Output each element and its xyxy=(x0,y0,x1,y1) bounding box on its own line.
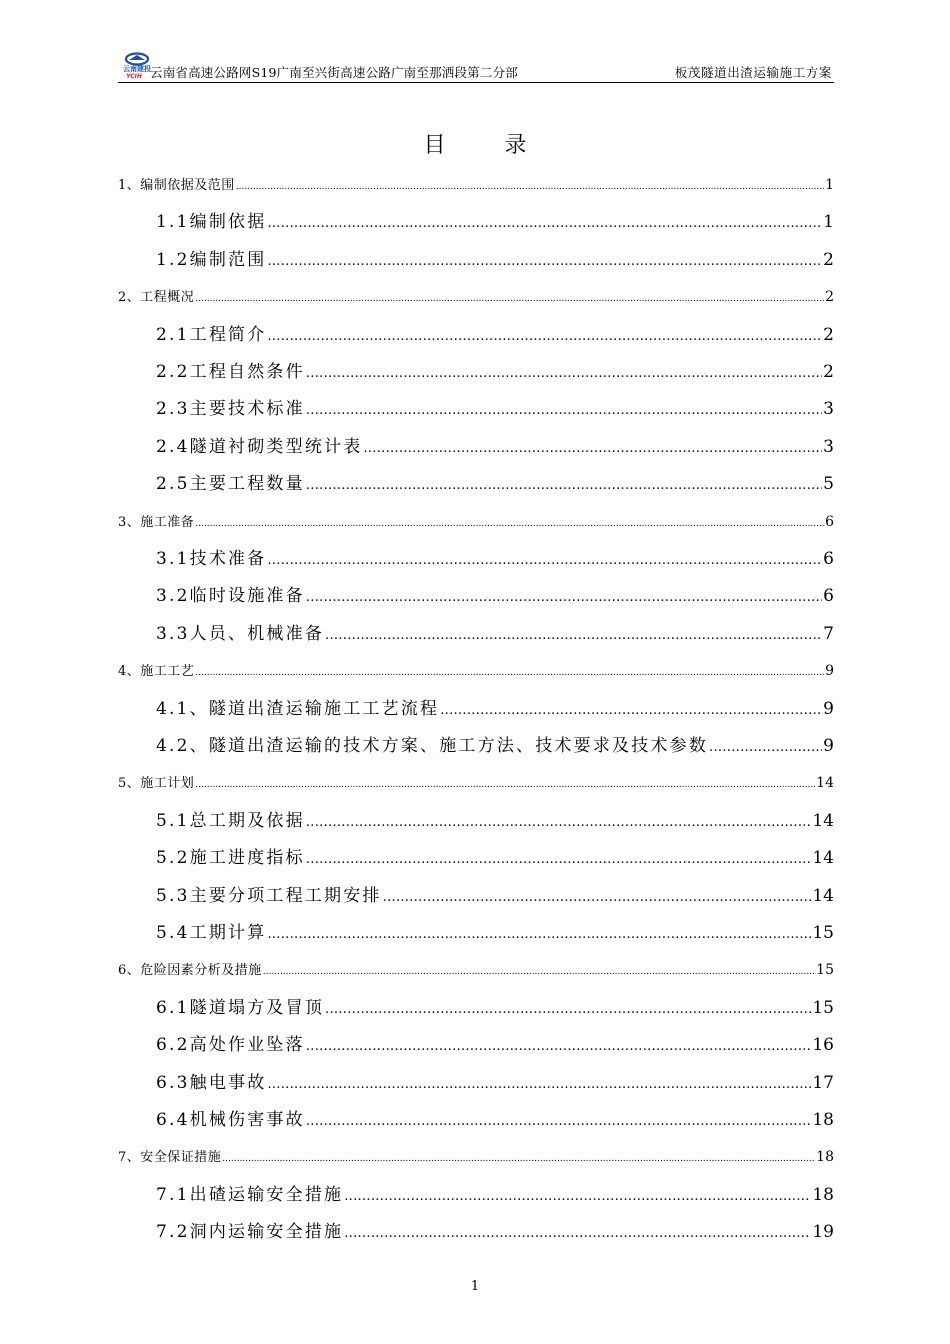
toc-entry-page: 6 xyxy=(823,549,834,569)
toc-entry[interactable] xyxy=(118,619,834,644)
toc-entry-page: 3 xyxy=(823,436,834,457)
header-project-title: 云南省高速公路网S19广南至兴街高速公路广南至那洒段第二分部 xyxy=(150,65,518,80)
toc-dot-leader xyxy=(363,441,822,456)
toc-dot-leader xyxy=(325,628,822,643)
toc-entry-label: 6.3触电事故 xyxy=(156,1072,267,1093)
toc-entry[interactable] xyxy=(118,174,834,193)
toc-entry[interactable] xyxy=(118,432,834,457)
toc-entry-page: 5 xyxy=(823,474,834,495)
toc-entry[interactable] xyxy=(118,1105,834,1130)
toc-dot-leader xyxy=(267,254,822,269)
toc-entry-label: 2.1工程简介 xyxy=(156,324,267,345)
toc-dot-leader xyxy=(195,780,815,790)
toc-entry[interactable] xyxy=(118,694,834,719)
toc-dot-leader xyxy=(306,366,822,381)
toc-dot-leader xyxy=(267,553,822,568)
toc-entry[interactable] xyxy=(118,581,834,606)
toc-entry-page: 2 xyxy=(823,324,834,345)
header-document-title: 板茂隧道出渣运输施工方案 xyxy=(674,65,832,80)
toc-dot-leader xyxy=(306,1039,812,1054)
page-header xyxy=(118,52,834,83)
toc-dot-leader xyxy=(195,519,824,529)
toc-entry-label: 7、安全保证措施 xyxy=(118,1150,222,1166)
toc-entry[interactable] xyxy=(118,357,834,382)
toc-dot-leader xyxy=(440,703,822,718)
toc-entry[interactable] xyxy=(118,1217,834,1242)
toc-entry-page: 18 xyxy=(812,1184,834,1205)
toc-entry-label: 7.1出碴运输安全措施 xyxy=(156,1184,344,1205)
toc-dot-leader xyxy=(306,1114,812,1129)
toc-entry-page: 2 xyxy=(823,362,834,382)
toc-entry-page: 1 xyxy=(825,177,834,193)
toc-entry-page: 18 xyxy=(816,1149,834,1166)
toc-entry-label: 2.2工程自然条件 xyxy=(156,362,305,382)
toc-dot-leader xyxy=(236,182,824,192)
toc-entry-label: 5.4工期计算 xyxy=(156,923,267,943)
toc-dot-leader xyxy=(325,1002,811,1017)
toc-dot-leader xyxy=(263,967,815,977)
toc-entry-label: 6.2高处作业坠落 xyxy=(156,1035,305,1056)
toc-entry-page: 6 xyxy=(825,513,834,530)
toc-entry[interactable] xyxy=(118,843,834,868)
toc-entry-page: 17 xyxy=(812,1072,834,1093)
toc-entry[interactable] xyxy=(118,469,834,494)
toc-entry-page: 9 xyxy=(823,698,834,719)
toc-entry-page: 16 xyxy=(812,1035,834,1056)
toc-entry-label: 1.1编制依据 xyxy=(156,212,267,233)
toc-dot-leader xyxy=(222,1154,815,1164)
toc-dot-leader xyxy=(306,815,812,830)
logo-subtext: YCIH xyxy=(126,73,142,80)
toc-entry-label: 1、编制依据及范围 xyxy=(118,178,235,193)
toc-entry-label: 3.2临时设施准备 xyxy=(156,586,305,607)
toc-dot-leader xyxy=(267,329,822,344)
toc-entry[interactable] xyxy=(118,959,834,978)
toc-entry-page: 9 xyxy=(825,663,834,680)
toc-entry-label: 3.1技术准备 xyxy=(156,549,267,569)
toc-entry-label: 2、工程概况 xyxy=(118,290,195,306)
toc-entry-label: 5.2施工进度指标 xyxy=(156,848,305,869)
toc-entry[interactable] xyxy=(118,1030,834,1055)
toc-entry-page: 2 xyxy=(823,249,834,270)
toc-entry[interactable] xyxy=(118,881,834,906)
toc-dot-leader xyxy=(306,403,822,418)
toc-entry[interactable] xyxy=(118,1180,834,1205)
toc-entry-label: 3.3人员、机械准备 xyxy=(156,623,325,644)
toc-entry-page: 6 xyxy=(823,586,834,607)
toc-entry-label: 7.2洞内运输安全措施 xyxy=(156,1222,344,1243)
toc-dot-leader xyxy=(267,1077,811,1092)
toc-entry[interactable] xyxy=(118,511,834,530)
toc-dot-leader xyxy=(709,740,822,755)
toc-entry[interactable] xyxy=(118,918,834,943)
toc-dot-leader xyxy=(306,590,822,605)
toc-entry-page: 14 xyxy=(812,810,834,831)
toc-entry-label: 1.2编制范围 xyxy=(156,249,267,270)
toc-entry-page: 3 xyxy=(823,399,834,420)
toc-entry-label: 5.3主要分项工程工期安排 xyxy=(156,885,382,906)
toc-dot-leader xyxy=(306,478,822,493)
toc-entry[interactable] xyxy=(118,772,834,791)
toc-entry-label: 5.1总工期及依据 xyxy=(156,810,305,831)
toc-entry[interactable] xyxy=(118,544,834,569)
toc-dot-leader xyxy=(267,927,811,942)
toc-entry-page: 2 xyxy=(825,289,834,306)
toc-entry-page: 15 xyxy=(816,962,834,979)
toc-entry-page: 18 xyxy=(812,1110,834,1130)
toc-entry[interactable] xyxy=(118,394,834,419)
toc-entry-label: 4、施工工艺 xyxy=(118,664,195,680)
toc-entry[interactable] xyxy=(118,731,834,756)
toc-entry[interactable] xyxy=(118,806,834,831)
toc-entry-page: 14 xyxy=(816,775,834,792)
toc-entry[interactable] xyxy=(118,1146,834,1165)
toc-entry-label: 6.4机械伤害事故 xyxy=(156,1110,305,1130)
toc-entry-label: 2.3主要技术标准 xyxy=(156,399,305,420)
toc-entry-page: 15 xyxy=(812,923,834,943)
toc-heading: 目 录 xyxy=(423,133,553,158)
toc-dot-leader xyxy=(344,1226,811,1241)
toc-entry-page: 7 xyxy=(823,623,834,644)
toc-entry-label: 2.5主要工程数量 xyxy=(156,474,305,495)
toc-dot-leader xyxy=(195,294,824,304)
toc-entry[interactable] xyxy=(118,993,834,1018)
toc-dot-leader xyxy=(195,668,824,678)
toc-dot-leader xyxy=(306,852,812,867)
toc-entry-label: 6.1隧道塌方及冒顶 xyxy=(156,997,325,1018)
toc-entry[interactable] xyxy=(118,660,834,679)
toc-entry[interactable] xyxy=(118,1068,834,1093)
toc-entry[interactable] xyxy=(118,320,834,345)
toc-entry-label: 2.4隧道衬砌类型统计表 xyxy=(156,436,363,457)
toc-dot-leader xyxy=(344,1189,811,1204)
toc-entry-label: 5、施工计划 xyxy=(118,776,195,792)
toc-entry[interactable] xyxy=(118,286,834,305)
toc-entry-page: 14 xyxy=(812,848,834,869)
toc-entry-label: 4.2、隧道出渣运输的技术方案、施工方法、技术要求及技术参数 xyxy=(156,736,709,756)
page-number: 1 xyxy=(470,1279,480,1294)
toc-entry-page: 1 xyxy=(823,212,834,233)
toc-entry-page: 15 xyxy=(812,997,834,1018)
toc-entry-label: 3、施工准备 xyxy=(118,514,195,530)
toc-entry[interactable] xyxy=(118,245,834,270)
toc-entry-page: 14 xyxy=(812,885,834,906)
toc-dot-leader xyxy=(383,890,812,905)
toc-entry-label: 4.1、隧道出渣运输施工工艺流程 xyxy=(156,698,440,719)
logo-text: 云南建投 xyxy=(123,65,151,73)
toc-entry-label: 6、危险因素分析及措施 xyxy=(118,963,262,979)
toc-dot-leader xyxy=(267,216,822,231)
toc-entry-page: 9 xyxy=(823,736,834,756)
toc-entry-page: 19 xyxy=(812,1222,834,1243)
toc-entry[interactable] xyxy=(118,207,834,232)
